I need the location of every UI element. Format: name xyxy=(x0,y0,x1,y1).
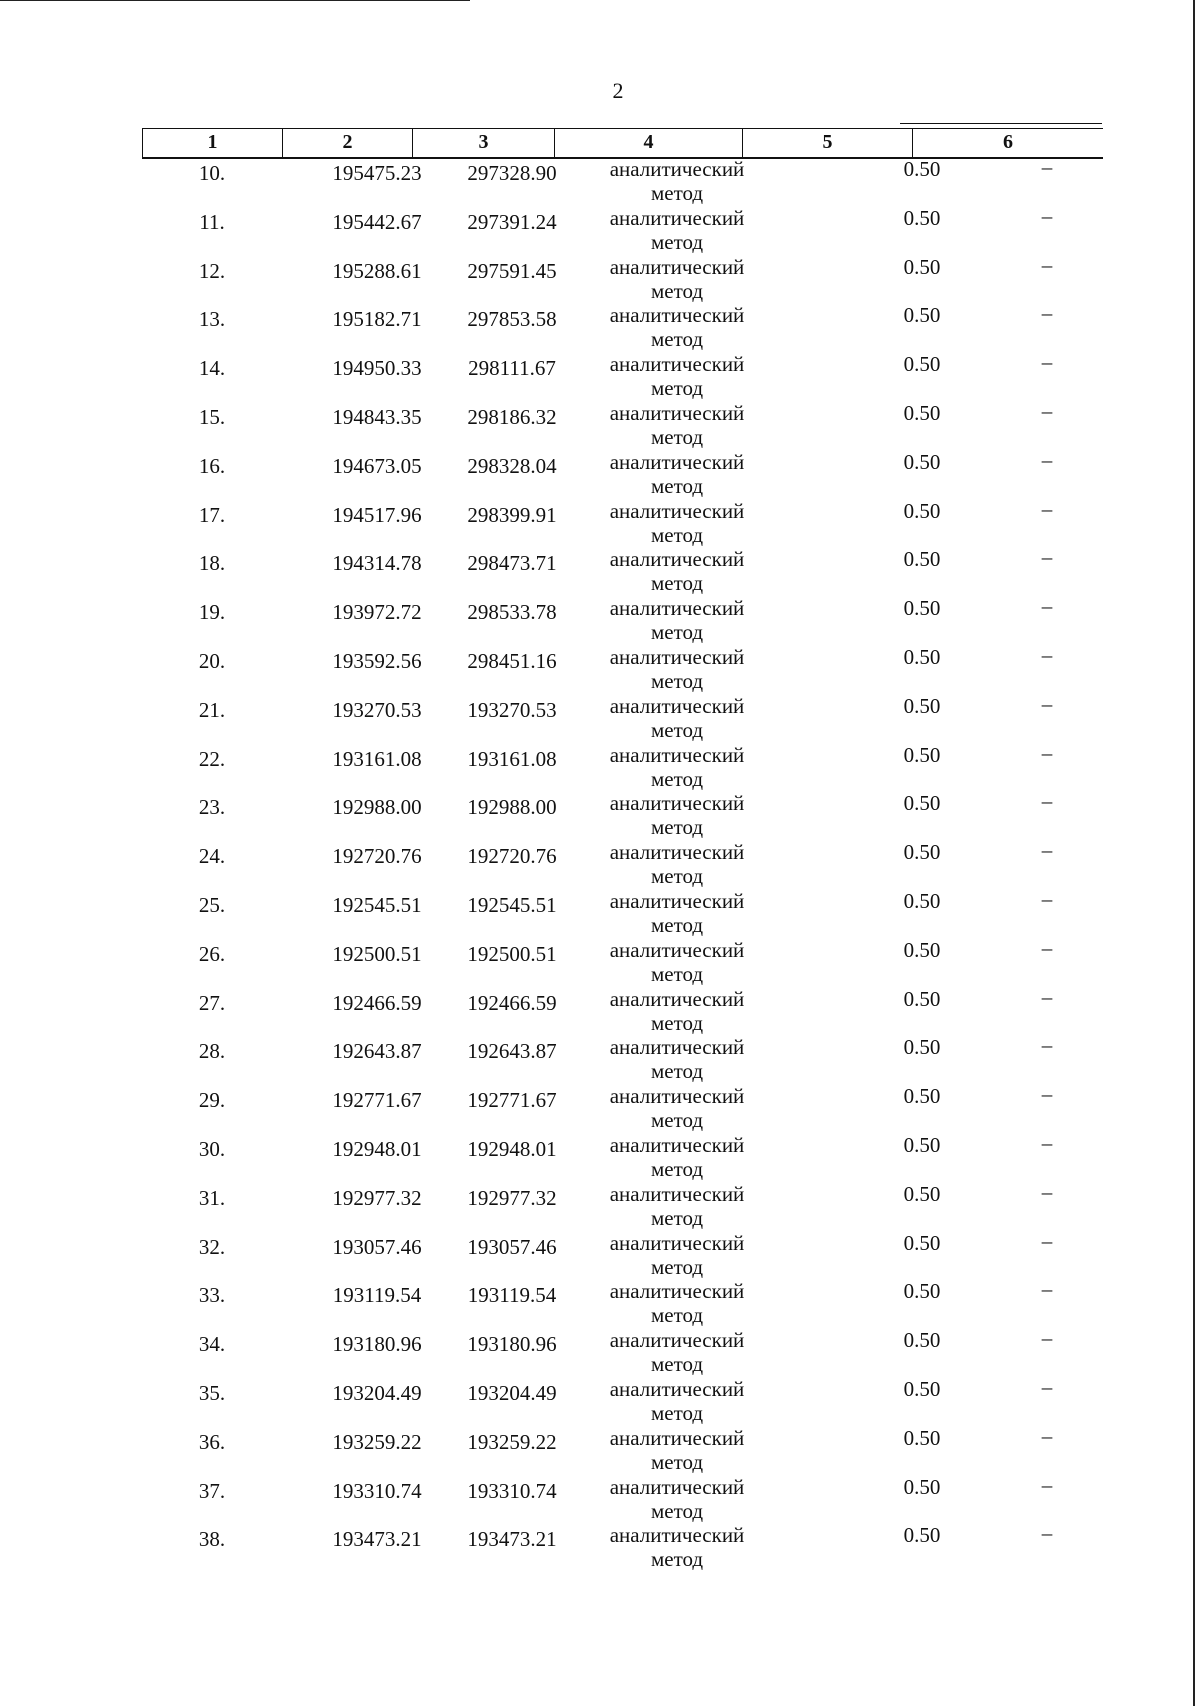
method-line: метод xyxy=(650,474,704,498)
accuracy: 0.50 xyxy=(903,743,941,767)
note: – xyxy=(1041,301,1053,325)
point-number: 37. xyxy=(198,1479,226,1503)
accuracy: 0.50 xyxy=(903,255,941,279)
accuracy: 0.50 xyxy=(903,840,941,864)
point-number: 26. xyxy=(198,942,226,966)
method-line: метод xyxy=(650,523,704,547)
coord-y: 192948.01 xyxy=(467,1137,557,1161)
method-line: метод xyxy=(650,571,704,595)
coord-y: 298399.91 xyxy=(467,503,557,527)
method xyxy=(562,499,792,547)
coord-y: 192643.87 xyxy=(467,1039,557,1063)
coord-y: 193119.54 xyxy=(467,1283,557,1307)
method-line: метод xyxy=(650,1206,704,1230)
method-line: метод xyxy=(650,1157,704,1181)
method xyxy=(562,1279,792,1327)
method-line: метод xyxy=(650,718,704,742)
coord-x: 194517.96 xyxy=(332,503,422,527)
method-line: метод xyxy=(650,1352,704,1376)
accuracy: 0.50 xyxy=(903,694,941,718)
method xyxy=(562,987,792,1035)
method-line: метод xyxy=(650,376,704,400)
method xyxy=(562,255,792,303)
point-number: 28. xyxy=(198,1039,226,1063)
method-line: аналитический xyxy=(609,1035,745,1059)
table-row xyxy=(142,1084,1102,1132)
method xyxy=(562,1475,792,1523)
point-number: 16. xyxy=(198,454,226,478)
method-line: метод xyxy=(650,425,704,449)
coord-y: 193259.22 xyxy=(467,1430,557,1454)
method-line: метод xyxy=(650,1450,704,1474)
point-number: 22. xyxy=(198,747,226,771)
accuracy: 0.50 xyxy=(903,157,941,181)
method-line: аналитический xyxy=(609,450,745,474)
note: – xyxy=(1041,1326,1053,1350)
method xyxy=(562,450,792,498)
coord-x: 192977.32 xyxy=(332,1186,422,1210)
point-number: 13. xyxy=(198,307,226,331)
method-line: аналитический xyxy=(609,303,745,327)
point-number: 12. xyxy=(198,259,226,283)
coord-y: 192500.51 xyxy=(467,942,557,966)
coord-y: 193270.53 xyxy=(467,698,557,722)
coord-y: 193057.46 xyxy=(467,1235,557,1259)
method xyxy=(562,694,792,742)
note: – xyxy=(1041,741,1053,765)
note: – xyxy=(1041,448,1053,472)
coord-y: 193180.96 xyxy=(467,1332,557,1356)
method xyxy=(562,743,792,791)
note: – xyxy=(1041,253,1053,277)
note: – xyxy=(1041,1180,1053,1204)
table-row xyxy=(142,987,1102,1035)
coord-y: 193161.08 xyxy=(467,747,557,771)
coord-y: 192977.32 xyxy=(467,1186,557,1210)
table-row xyxy=(142,1426,1102,1474)
method-line: метод xyxy=(650,181,704,205)
method-line: аналитический xyxy=(609,938,745,962)
point-number: 19. xyxy=(198,600,226,624)
method-line: метод xyxy=(650,279,704,303)
method-line: метод xyxy=(650,1401,704,1425)
page-number: 2 xyxy=(612,78,624,103)
note: – xyxy=(1041,155,1053,179)
point-number: 36. xyxy=(198,1430,226,1454)
table-row xyxy=(142,645,1102,693)
accuracy: 0.50 xyxy=(903,206,941,230)
table-row xyxy=(142,1475,1102,1523)
table-row xyxy=(142,303,1102,351)
method-line: метод xyxy=(650,669,704,693)
method xyxy=(562,938,792,986)
table-row xyxy=(142,547,1102,595)
header-col-2: 2 xyxy=(283,129,413,157)
method xyxy=(562,1182,792,1230)
table-row xyxy=(142,401,1102,449)
accuracy: 0.50 xyxy=(903,547,941,571)
table-row xyxy=(142,206,1102,254)
coord-y: 192988.00 xyxy=(467,795,557,819)
coord-x: 193057.46 xyxy=(332,1235,422,1259)
accuracy: 0.50 xyxy=(903,1328,941,1352)
accuracy: 0.50 xyxy=(903,1182,941,1206)
method-line: аналитический xyxy=(609,1231,745,1255)
coord-x: 192988.00 xyxy=(332,795,422,819)
table-row xyxy=(142,1377,1102,1425)
method-line: аналитический xyxy=(609,1182,745,1206)
point-number: 35. xyxy=(198,1381,226,1405)
point-number: 17. xyxy=(198,503,226,527)
method xyxy=(562,303,792,351)
coord-x: 192643.87 xyxy=(332,1039,422,1063)
method xyxy=(562,1523,792,1571)
note: – xyxy=(1041,1277,1053,1301)
table-row xyxy=(142,352,1102,400)
method xyxy=(562,206,792,254)
coord-y: 298473.71 xyxy=(467,551,557,575)
table-row xyxy=(142,743,1102,791)
coord-x: 193972.72 xyxy=(332,600,422,624)
coord-y: 297328.90 xyxy=(467,161,557,185)
method-line: метод xyxy=(650,767,704,791)
method xyxy=(562,596,792,644)
method-line: аналитический xyxy=(609,694,745,718)
note: – xyxy=(1041,838,1053,862)
point-number: 20. xyxy=(198,649,226,673)
method-line: аналитический xyxy=(609,889,745,913)
coord-x: 193270.53 xyxy=(332,698,422,722)
coord-y: 298451.16 xyxy=(467,649,557,673)
note: – xyxy=(1041,985,1053,1009)
accuracy: 0.50 xyxy=(903,1035,941,1059)
coord-y: 192771.67 xyxy=(467,1088,557,1112)
coord-x: 193259.22 xyxy=(332,1430,422,1454)
method xyxy=(562,889,792,937)
accuracy: 0.50 xyxy=(903,401,941,425)
coord-y: 192720.76 xyxy=(467,844,557,868)
point-number: 25. xyxy=(198,893,226,917)
method-line: аналитический xyxy=(609,840,745,864)
method-line: аналитический xyxy=(609,1133,745,1157)
accuracy: 0.50 xyxy=(903,596,941,620)
method xyxy=(562,157,792,205)
method-line: аналитический xyxy=(609,1426,745,1450)
method-line: аналитический xyxy=(609,1279,745,1303)
accuracy: 0.50 xyxy=(903,987,941,1011)
note: – xyxy=(1041,1375,1053,1399)
table-row xyxy=(142,1328,1102,1376)
accuracy: 0.50 xyxy=(903,1279,941,1303)
method xyxy=(562,352,792,400)
point-number: 24. xyxy=(198,844,226,868)
table-row xyxy=(142,889,1102,937)
method-line: аналитический xyxy=(609,352,745,376)
coord-y: 297591.45 xyxy=(467,259,557,283)
method-line: метод xyxy=(650,1011,704,1035)
point-number: 32. xyxy=(198,1235,226,1259)
header-col-3: 3 xyxy=(413,129,555,157)
accuracy: 0.50 xyxy=(903,791,941,815)
table-row xyxy=(142,157,1102,205)
method xyxy=(562,401,792,449)
point-number: 15. xyxy=(198,405,226,429)
table-row xyxy=(142,1231,1102,1279)
note: – xyxy=(1041,399,1053,423)
method xyxy=(562,547,792,595)
table-header xyxy=(142,128,1103,159)
table-row xyxy=(142,1523,1102,1571)
method xyxy=(562,1231,792,1279)
method-line: аналитический xyxy=(609,255,745,279)
method xyxy=(562,1426,792,1474)
method-line: метод xyxy=(650,230,704,254)
header-col-5: 5 xyxy=(743,129,913,157)
note: – xyxy=(1041,1521,1053,1545)
note: – xyxy=(1041,936,1053,960)
method-line: метод xyxy=(650,1303,704,1327)
method-line: аналитический xyxy=(609,1084,745,1108)
method xyxy=(562,1084,792,1132)
point-number: 27. xyxy=(198,991,226,1015)
coord-y: 192545.51 xyxy=(467,893,557,917)
point-number: 14. xyxy=(198,356,226,380)
coord-y: 298328.04 xyxy=(467,454,557,478)
method xyxy=(562,1035,792,1083)
method xyxy=(562,1377,792,1425)
method-line: аналитический xyxy=(609,743,745,767)
accuracy: 0.50 xyxy=(903,352,941,376)
table-row xyxy=(142,255,1102,303)
note: – xyxy=(1041,1424,1053,1448)
point-number: 18. xyxy=(198,551,226,575)
coord-y: 297391.24 xyxy=(467,210,557,234)
accuracy: 0.50 xyxy=(903,1523,941,1547)
note: – xyxy=(1041,1082,1053,1106)
method-line: аналитический xyxy=(609,987,745,1011)
method-line: метод xyxy=(650,327,704,351)
coord-x: 193180.96 xyxy=(332,1332,422,1356)
point-number: 11. xyxy=(199,210,225,234)
coord-x: 192466.59 xyxy=(332,991,422,1015)
point-number: 29. xyxy=(198,1088,226,1112)
method-line: метод xyxy=(650,1255,704,1279)
table-row xyxy=(142,1279,1102,1327)
scan-edge-top xyxy=(0,0,470,1)
method xyxy=(562,1328,792,1376)
coord-x: 192500.51 xyxy=(332,942,422,966)
accuracy: 0.50 xyxy=(903,1231,941,1255)
method xyxy=(562,1133,792,1181)
note: – xyxy=(1041,1131,1053,1155)
method-line: метод xyxy=(650,1547,704,1571)
accuracy: 0.50 xyxy=(903,1377,941,1401)
coord-y: 192466.59 xyxy=(467,991,557,1015)
accuracy: 0.50 xyxy=(903,303,941,327)
method-line: метод xyxy=(650,864,704,888)
coord-x: 192948.01 xyxy=(332,1137,422,1161)
method-line: аналитический xyxy=(609,1475,745,1499)
note: – xyxy=(1041,643,1053,667)
method-line: метод xyxy=(650,815,704,839)
coord-y: 298533.78 xyxy=(467,600,557,624)
accuracy: 0.50 xyxy=(903,1475,941,1499)
method-line: аналитический xyxy=(609,157,745,181)
header-col-1: 1 xyxy=(143,129,283,157)
point-number: 10. xyxy=(198,161,226,185)
note: – xyxy=(1041,1473,1053,1497)
method-line: метод xyxy=(650,1059,704,1083)
coord-y: 298111.67 xyxy=(468,356,556,380)
point-number: 34. xyxy=(198,1332,226,1356)
coord-y: 193310.74 xyxy=(467,1479,557,1503)
table-row xyxy=(142,694,1102,742)
method xyxy=(562,791,792,839)
method-line: метод xyxy=(650,962,704,986)
method-line: аналитический xyxy=(609,1523,745,1547)
note: – xyxy=(1041,887,1053,911)
coord-x: 192720.76 xyxy=(332,844,422,868)
coord-x: 195442.67 xyxy=(332,210,422,234)
table-row xyxy=(142,1133,1102,1181)
method xyxy=(562,645,792,693)
coord-y: 298186.32 xyxy=(467,405,557,429)
coord-x: 192545.51 xyxy=(332,893,422,917)
method-line: аналитический xyxy=(609,1328,745,1352)
accuracy: 0.50 xyxy=(903,938,941,962)
coord-y: 193204.49 xyxy=(467,1381,557,1405)
note: – xyxy=(1041,545,1053,569)
coord-x: 194843.35 xyxy=(332,405,422,429)
point-number: 31. xyxy=(198,1186,226,1210)
coord-y: 297853.58 xyxy=(467,307,557,331)
note: – xyxy=(1041,692,1053,716)
method-line: аналитический xyxy=(609,645,745,669)
point-number: 21. xyxy=(198,698,226,722)
method-line: аналитический xyxy=(609,401,745,425)
method-line: метод xyxy=(650,913,704,937)
header-rule-extension xyxy=(900,123,1102,124)
coord-x: 192771.67 xyxy=(332,1088,422,1112)
note: – xyxy=(1041,350,1053,374)
table-row xyxy=(142,596,1102,644)
method-line: аналитический xyxy=(609,791,745,815)
accuracy: 0.50 xyxy=(903,1084,941,1108)
point-number: 30. xyxy=(198,1137,226,1161)
method-line: метод xyxy=(650,1499,704,1523)
coord-x: 193473.21 xyxy=(332,1527,422,1551)
method-line: аналитический xyxy=(609,547,745,571)
coord-x: 194950.33 xyxy=(332,356,422,380)
coord-y: 193473.21 xyxy=(467,1527,557,1551)
note: – xyxy=(1041,789,1053,813)
coord-x: 195475.23 xyxy=(332,161,422,185)
method-line: аналитический xyxy=(609,596,745,620)
point-number: 23. xyxy=(198,795,226,819)
table-row xyxy=(142,450,1102,498)
coord-x: 193119.54 xyxy=(332,1283,422,1307)
table-row xyxy=(142,1035,1102,1083)
method-line: аналитический xyxy=(609,206,745,230)
coord-x: 193161.08 xyxy=(332,747,422,771)
table-row xyxy=(142,938,1102,986)
coord-x: 193204.49 xyxy=(332,1381,422,1405)
accuracy: 0.50 xyxy=(903,645,941,669)
method xyxy=(562,840,792,888)
table-row xyxy=(142,499,1102,547)
coord-x: 193310.74 xyxy=(332,1479,422,1503)
accuracy: 0.50 xyxy=(903,499,941,523)
method-line: метод xyxy=(650,1108,704,1132)
note: – xyxy=(1041,594,1053,618)
coord-x: 195182.71 xyxy=(332,307,422,331)
note: – xyxy=(1041,497,1053,521)
coord-x: 195288.61 xyxy=(332,259,422,283)
accuracy: 0.50 xyxy=(903,450,941,474)
method-line: метод xyxy=(650,620,704,644)
note: – xyxy=(1041,1033,1053,1057)
coord-x: 194673.05 xyxy=(332,454,422,478)
table-row xyxy=(142,840,1102,888)
header-col-4: 4 xyxy=(555,129,743,157)
coord-x: 194314.78 xyxy=(332,551,422,575)
table-row xyxy=(142,1182,1102,1230)
method-line: аналитический xyxy=(609,499,745,523)
table-row xyxy=(142,791,1102,839)
coord-x: 193592.56 xyxy=(332,649,422,673)
accuracy: 0.50 xyxy=(903,1133,941,1157)
point-number: 33. xyxy=(198,1283,226,1307)
header-col-6: 6 xyxy=(1003,131,1013,153)
note: – xyxy=(1041,1229,1053,1253)
point-number: 38. xyxy=(198,1527,226,1551)
method-line: аналитический xyxy=(609,1377,745,1401)
accuracy: 0.50 xyxy=(903,889,941,913)
scan-edge-right xyxy=(1193,0,1195,1706)
accuracy: 0.50 xyxy=(903,1426,941,1450)
note: – xyxy=(1041,204,1053,228)
